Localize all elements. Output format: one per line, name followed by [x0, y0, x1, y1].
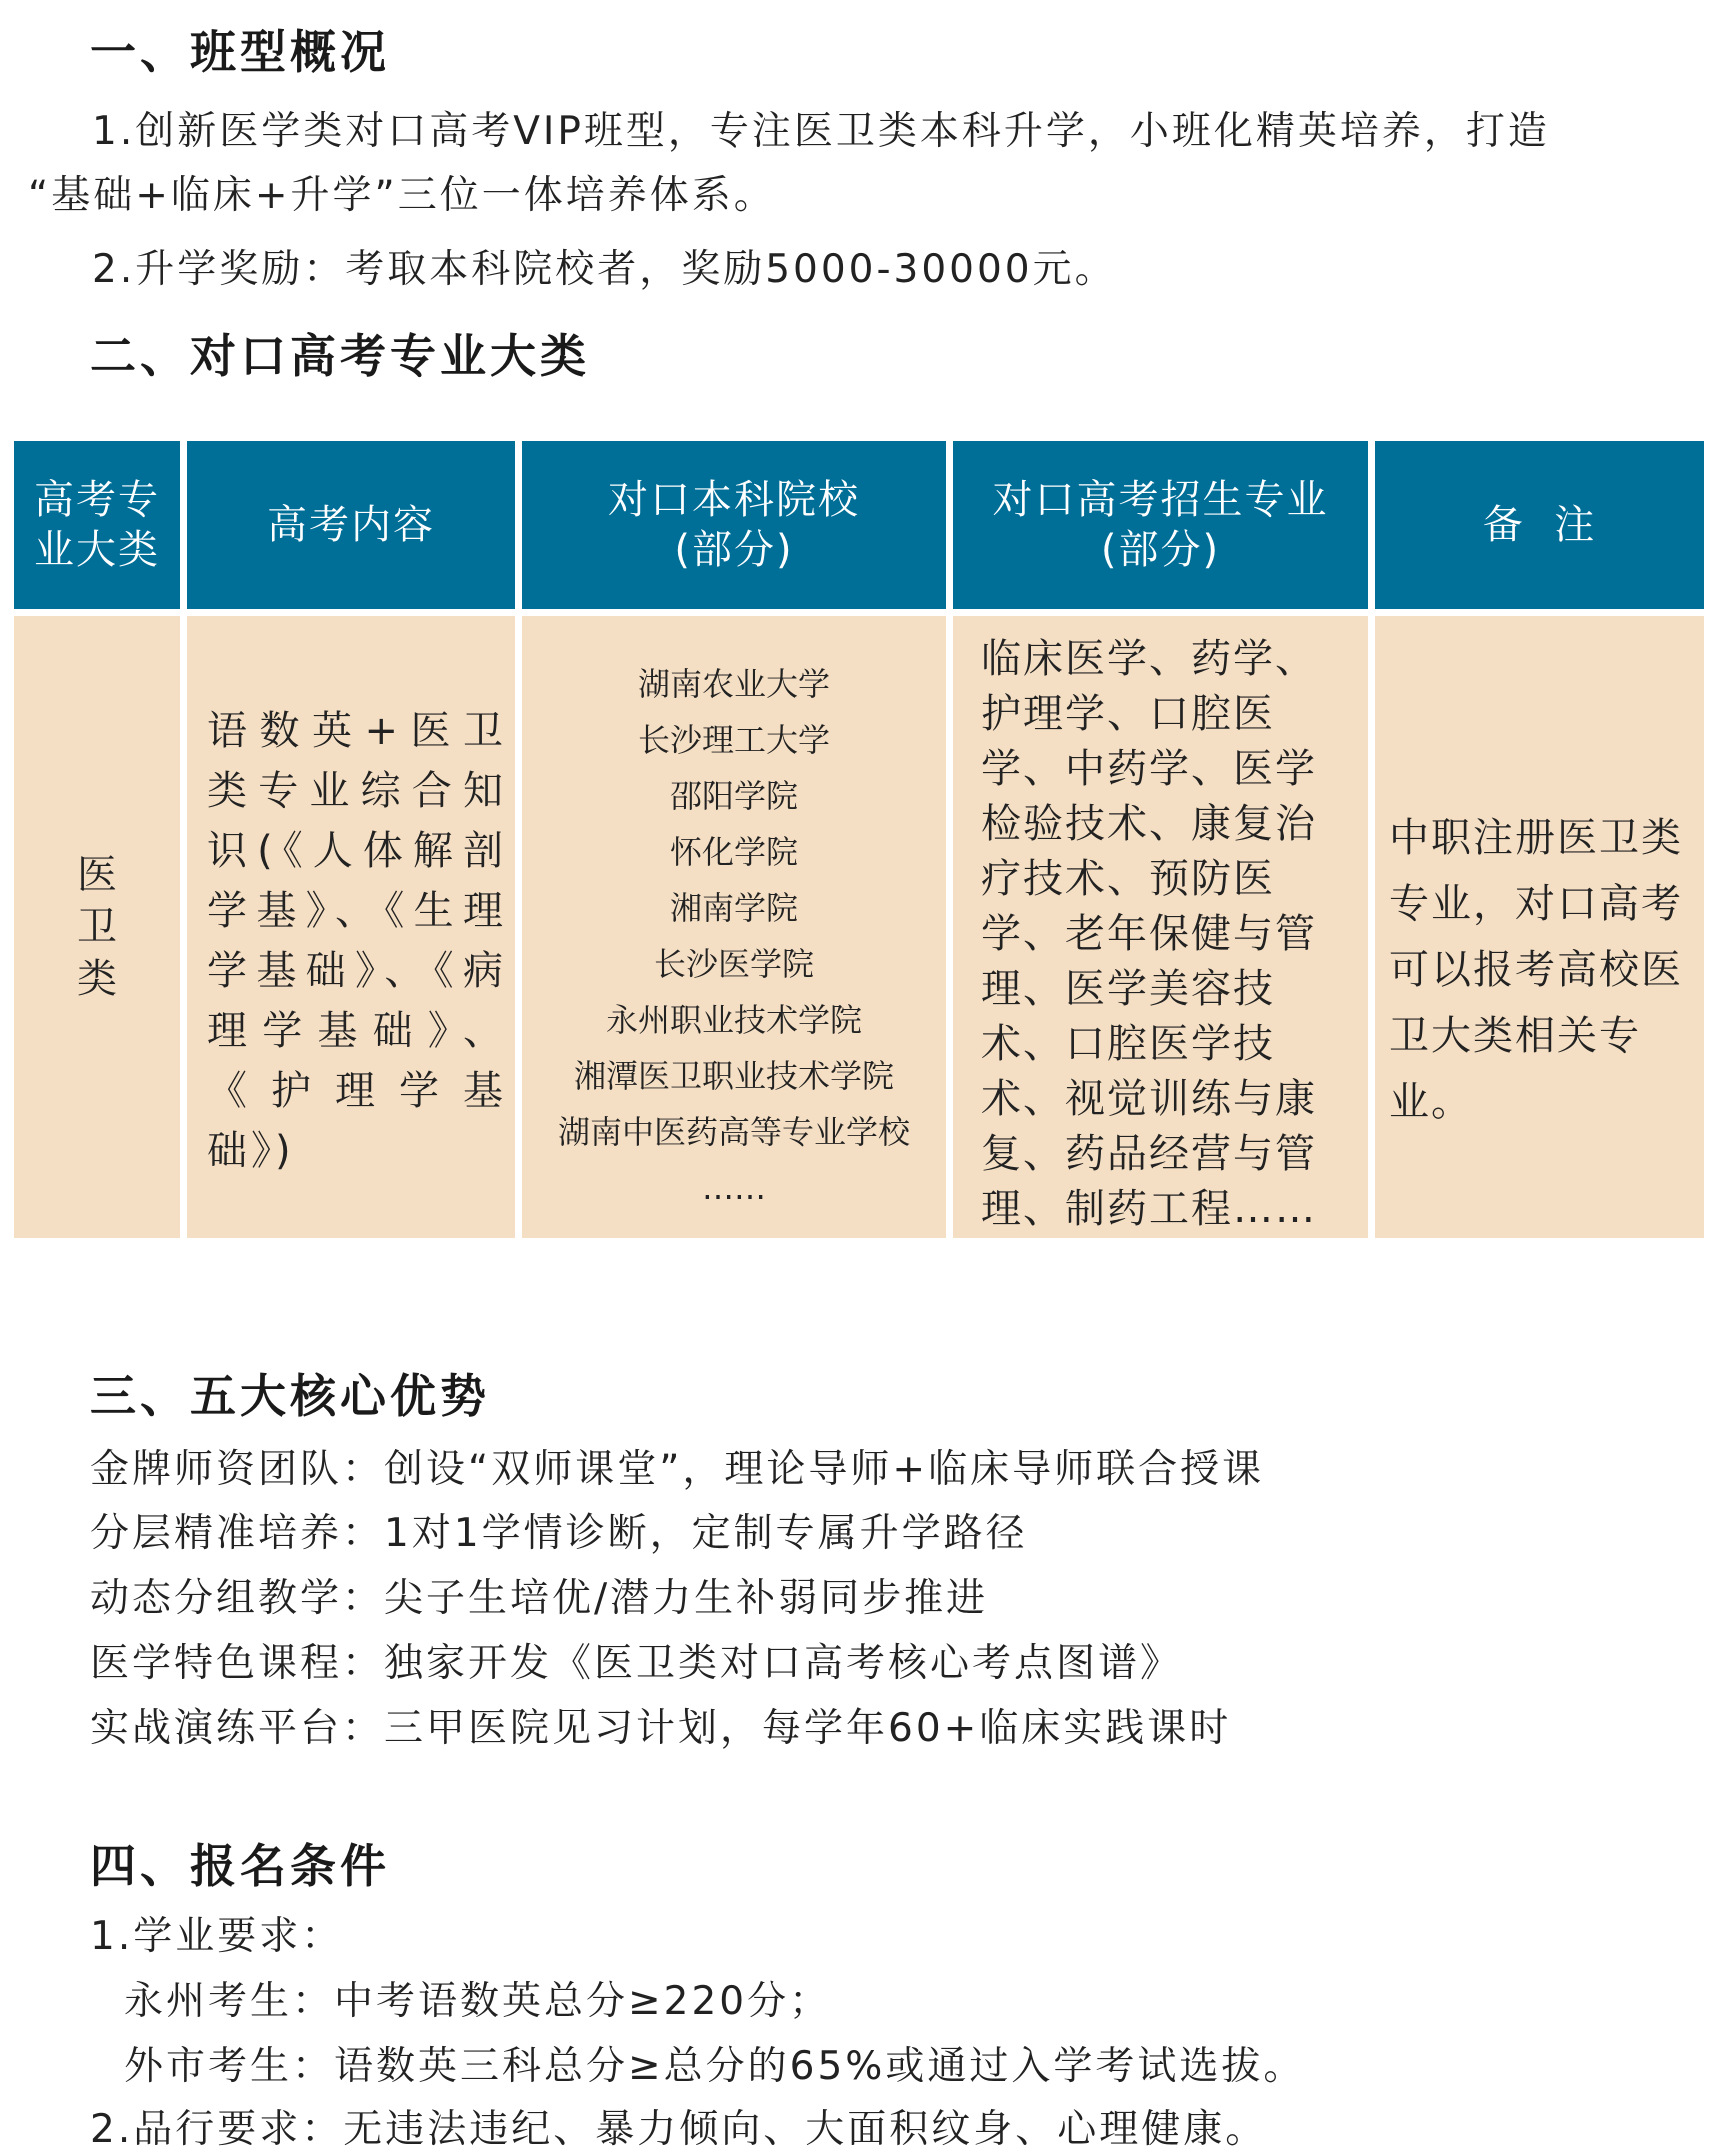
- header-schools: 对口本科院校 (部分): [522, 441, 946, 609]
- school-item: 邵阳学院: [669, 777, 798, 815]
- cell-majors: 临床医学、药学、护理学、口腔医学、中药学、医学检验技术、康复治疗技术、预防医学、老年保健与管理、医学美容技术、口腔医学技术、视觉训练与康复、药品经营与管理、制药工程……: [953, 616, 1368, 1238]
- section1-item1-line1: 1.创新医学类对口高考VIP班型，专注医卫类本科升学，小班化精英培养，打造: [92, 109, 1550, 154]
- advantage-item: 动态分组教学：尖子生培优/潜力生补弱同步推进: [90, 1576, 989, 1621]
- school-item: 长沙医学院: [653, 945, 814, 983]
- requirement-academic-other: 外市考生：语数英三科总分≥总分的65%或通过入学考试选拔。: [124, 2044, 1306, 2089]
- school-item: 湖南农业大学: [637, 665, 830, 703]
- advantage-item: 医学特色课程：独家开发《医卫类对口高考核心考点图谱》: [90, 1641, 1183, 1686]
- advantage-item: 分层精准培养：1对1学情诊断，定制专属升学路径: [90, 1511, 1028, 1556]
- section3-title: 三、五大核心优势: [90, 1369, 490, 1423]
- cell-category: 医卫类: [14, 616, 180, 1238]
- requirement-academic: 1.学业要求：: [90, 1914, 344, 1959]
- school-item: 湘南学院: [669, 889, 798, 927]
- section1-item1-line2: “基础+临床+升学”三位一体培养体系。: [28, 173, 776, 218]
- cell-notes: 中职注册医卫类专业，对口高考可以报考高校医卫大类相关专业。: [1375, 616, 1704, 1238]
- section1-title: 一、班型概况: [90, 25, 390, 79]
- school-item: 长沙理工大学: [637, 721, 830, 759]
- requirement-academic-local: 永州考生：中考语数英总分≥220分；: [124, 1979, 832, 2024]
- school-item: 湖南中医药高等专业学校: [557, 1113, 910, 1151]
- advantage-item: 实战演练平台：三甲医院见习计划，每学年60+临床实践课时: [90, 1706, 1232, 1751]
- header-majors: 对口高考招生专业 (部分): [953, 441, 1368, 609]
- header-content: 高考内容: [187, 441, 515, 609]
- section4-title: 四、报名条件: [90, 1839, 390, 1893]
- school-list: [522, 656, 946, 1216]
- advantage-item: 金牌师资团队：创设“双师课堂”，理论导师+临床导师联合授课: [90, 1447, 1265, 1492]
- cell-content: 语数英+医卫类专业综合知识(《人体解剖学基》、《生理学基础》、《病理学基础》、《护理学基础》): [187, 616, 515, 1238]
- majors-table: [14, 441, 1704, 1238]
- school-item: 怀化学院: [669, 833, 798, 871]
- school-item: 湘潭医卫职业技术学院: [573, 1057, 894, 1095]
- school-item: ……: [702, 1169, 766, 1207]
- header-category: 高考专业大类: [14, 441, 180, 609]
- section1-item2: 2.升学奖励：考取本科院校者，奖励5000-30000元。: [92, 247, 1117, 292]
- requirement-conduct: 2.品行要求：无违法违纪、暴力倾向、大面积纹身、心理健康。: [90, 2107, 1268, 2152]
- school-item: 永州职业技术学院: [605, 1001, 862, 1039]
- section2-title: 二、对口高考专业大类: [90, 329, 590, 383]
- header-notes: 备 注: [1375, 441, 1704, 609]
- cell-schools: [522, 616, 946, 1238]
